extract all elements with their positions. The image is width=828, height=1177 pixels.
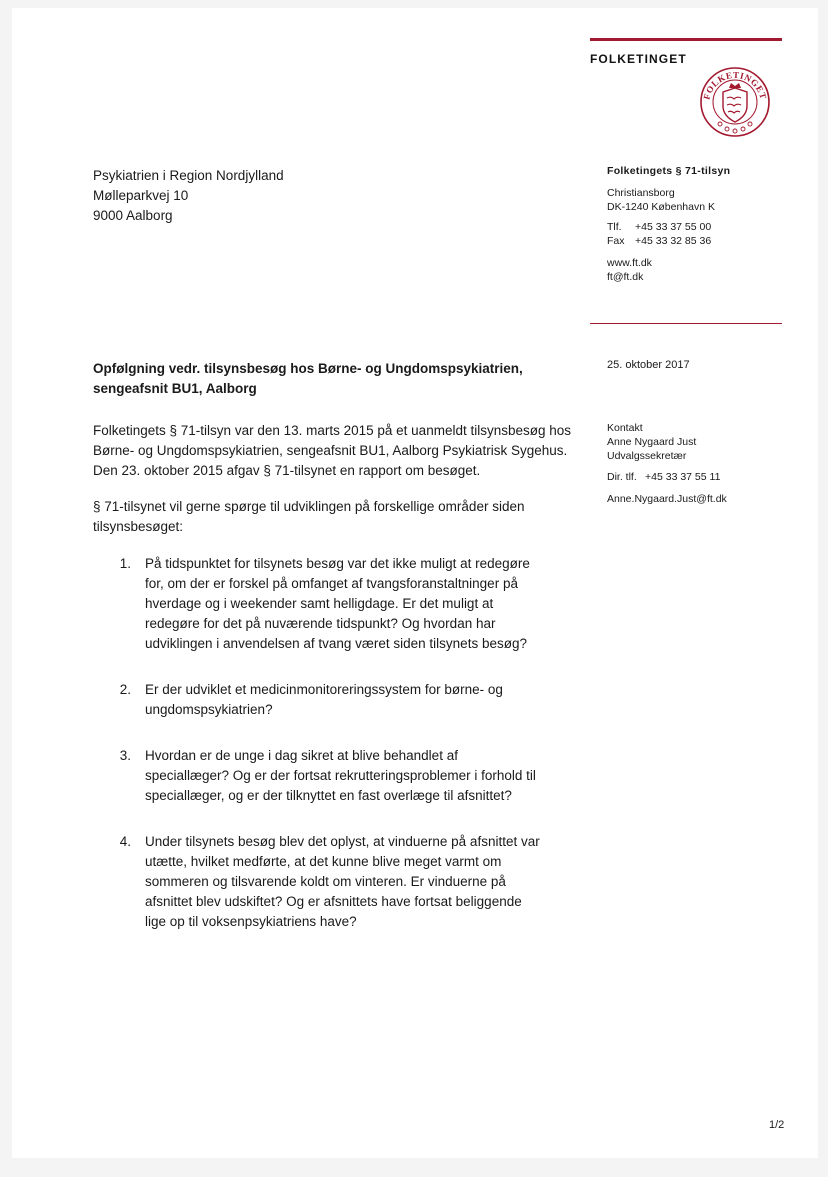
sender-address [607,186,787,214]
question-text: Under tilsynets besøg blev det oplyst, at vinduerne på afsnittet var utætte, hvilket medførte, at det kunne blive meget varmt om sommeren og tilsvarende koldt om vinteren. Er vinduerne på afsnittet blev udskiftet? Og er afsnittets have fortsat beliggende lige op til voksenpsykiatriens have? [145,834,540,929]
direct-phone-value: +45 33 37 55 11 [645,471,721,483]
question-item [93,680,573,720]
paragraph-intro: Folketingets § 71-tilsyn var den 13. marts 2015 på et uanmeldt tilsynsbesøg hos Børne- og Ungdomspsykiatrien, sengeafsnit BU1, Aalborg Psykiatrisk Sygehus. Den 23. oktober 2015 afgav § 71-tilsynet en rapport om besøget. [93,423,572,478]
letter-page [12,8,818,1158]
recipient-city: 9000 Aalborg [93,208,173,223]
website-link: www.ft.dk [607,257,652,269]
question-text: På tidspunktet for tilsynets besøg var det ikke muligt at redegøre for, om der er forskel på omfanget af tvangsforanstaltninger på hverdage og i weekender samt helligdage. Er det muligt at redegøre for det på nuværende tidspunkt? Og hvordan har udviklingen i anvendelsen af tvang været siden tilsynets besøg? [145,556,530,651]
questions-list [93,554,573,958]
header-rule [590,38,782,41]
direct-phone-row [607,470,787,484]
question-item [93,554,573,654]
sidebar-rule [590,323,782,324]
letter-date: 25. oktober 2017 [607,359,690,371]
tel-value: +45 33 37 55 00 [635,221,712,233]
recipient-name: Psykiatrien i Region Nordjylland [93,168,284,183]
contact-block [607,421,787,463]
question-item [93,832,573,932]
fax-value: +45 33 32 85 36 [635,235,712,247]
question-text: Er der udviklet et medicinmonitoreringssystem for børne- og ungdomspsykiatrien? [145,682,503,717]
brand-name: FOLKETINGET [590,52,687,66]
paragraph-questions-intro: § 71-tilsynet vil gerne spørge til udviklingen på forskellige områder siden tilsynsbesøget: [93,499,525,534]
sender-web-block [607,256,787,284]
seal-text: FOLKETINGET [701,69,769,101]
tel-label: Tlf. [607,221,622,233]
contact-name: Anne Nygaard Just [607,436,697,448]
question-text: Hvordan er de unge i dag sikret at blive behandlet af speciallæger? Og er der fortsat rekrutteringsproblemer i forhold til speciallæger, og er der tilknyttet en fast overlæge til afsnittet? [145,748,536,803]
recipient-address [93,166,284,226]
letter-heading: Opfølgning vedr. tilsynsbesøg hos Børne- og Ungdomspsykiatrien, sengeafsnit BU1, Aalborg [93,361,523,396]
recipient-street: Mølleparkvej 10 [93,188,189,203]
folketinget-seal-logo [699,66,771,138]
sender-tel-row [607,220,787,234]
question-number: 3. [119,748,131,763]
sender-address-line2: DK-1240 København K [607,201,715,213]
svg-text:FOLKETINGET [701,70,768,101]
sender-fax-row [607,234,787,248]
question-number: 4. [119,834,131,849]
question-number: 2. [119,682,131,697]
contact-title: Udvalgssekretær [607,450,687,462]
question-item [93,746,573,806]
question-number: 1. [119,556,131,571]
general-email: ft@ft.dk [607,271,644,283]
contact-label: Kontakt [607,422,643,434]
sender-phone-block [607,220,787,248]
fax-label: Fax [607,235,625,247]
sender-address-line1: Christiansborg [607,187,675,199]
direct-phone-label: Dir. tlf. [607,471,637,483]
page-number: 1/2 [769,1119,785,1131]
contact-email: Anne.Nygaard.Just@ft.dk [607,493,727,505]
sender-title: Folketingets § 71-tilsyn [607,165,731,177]
